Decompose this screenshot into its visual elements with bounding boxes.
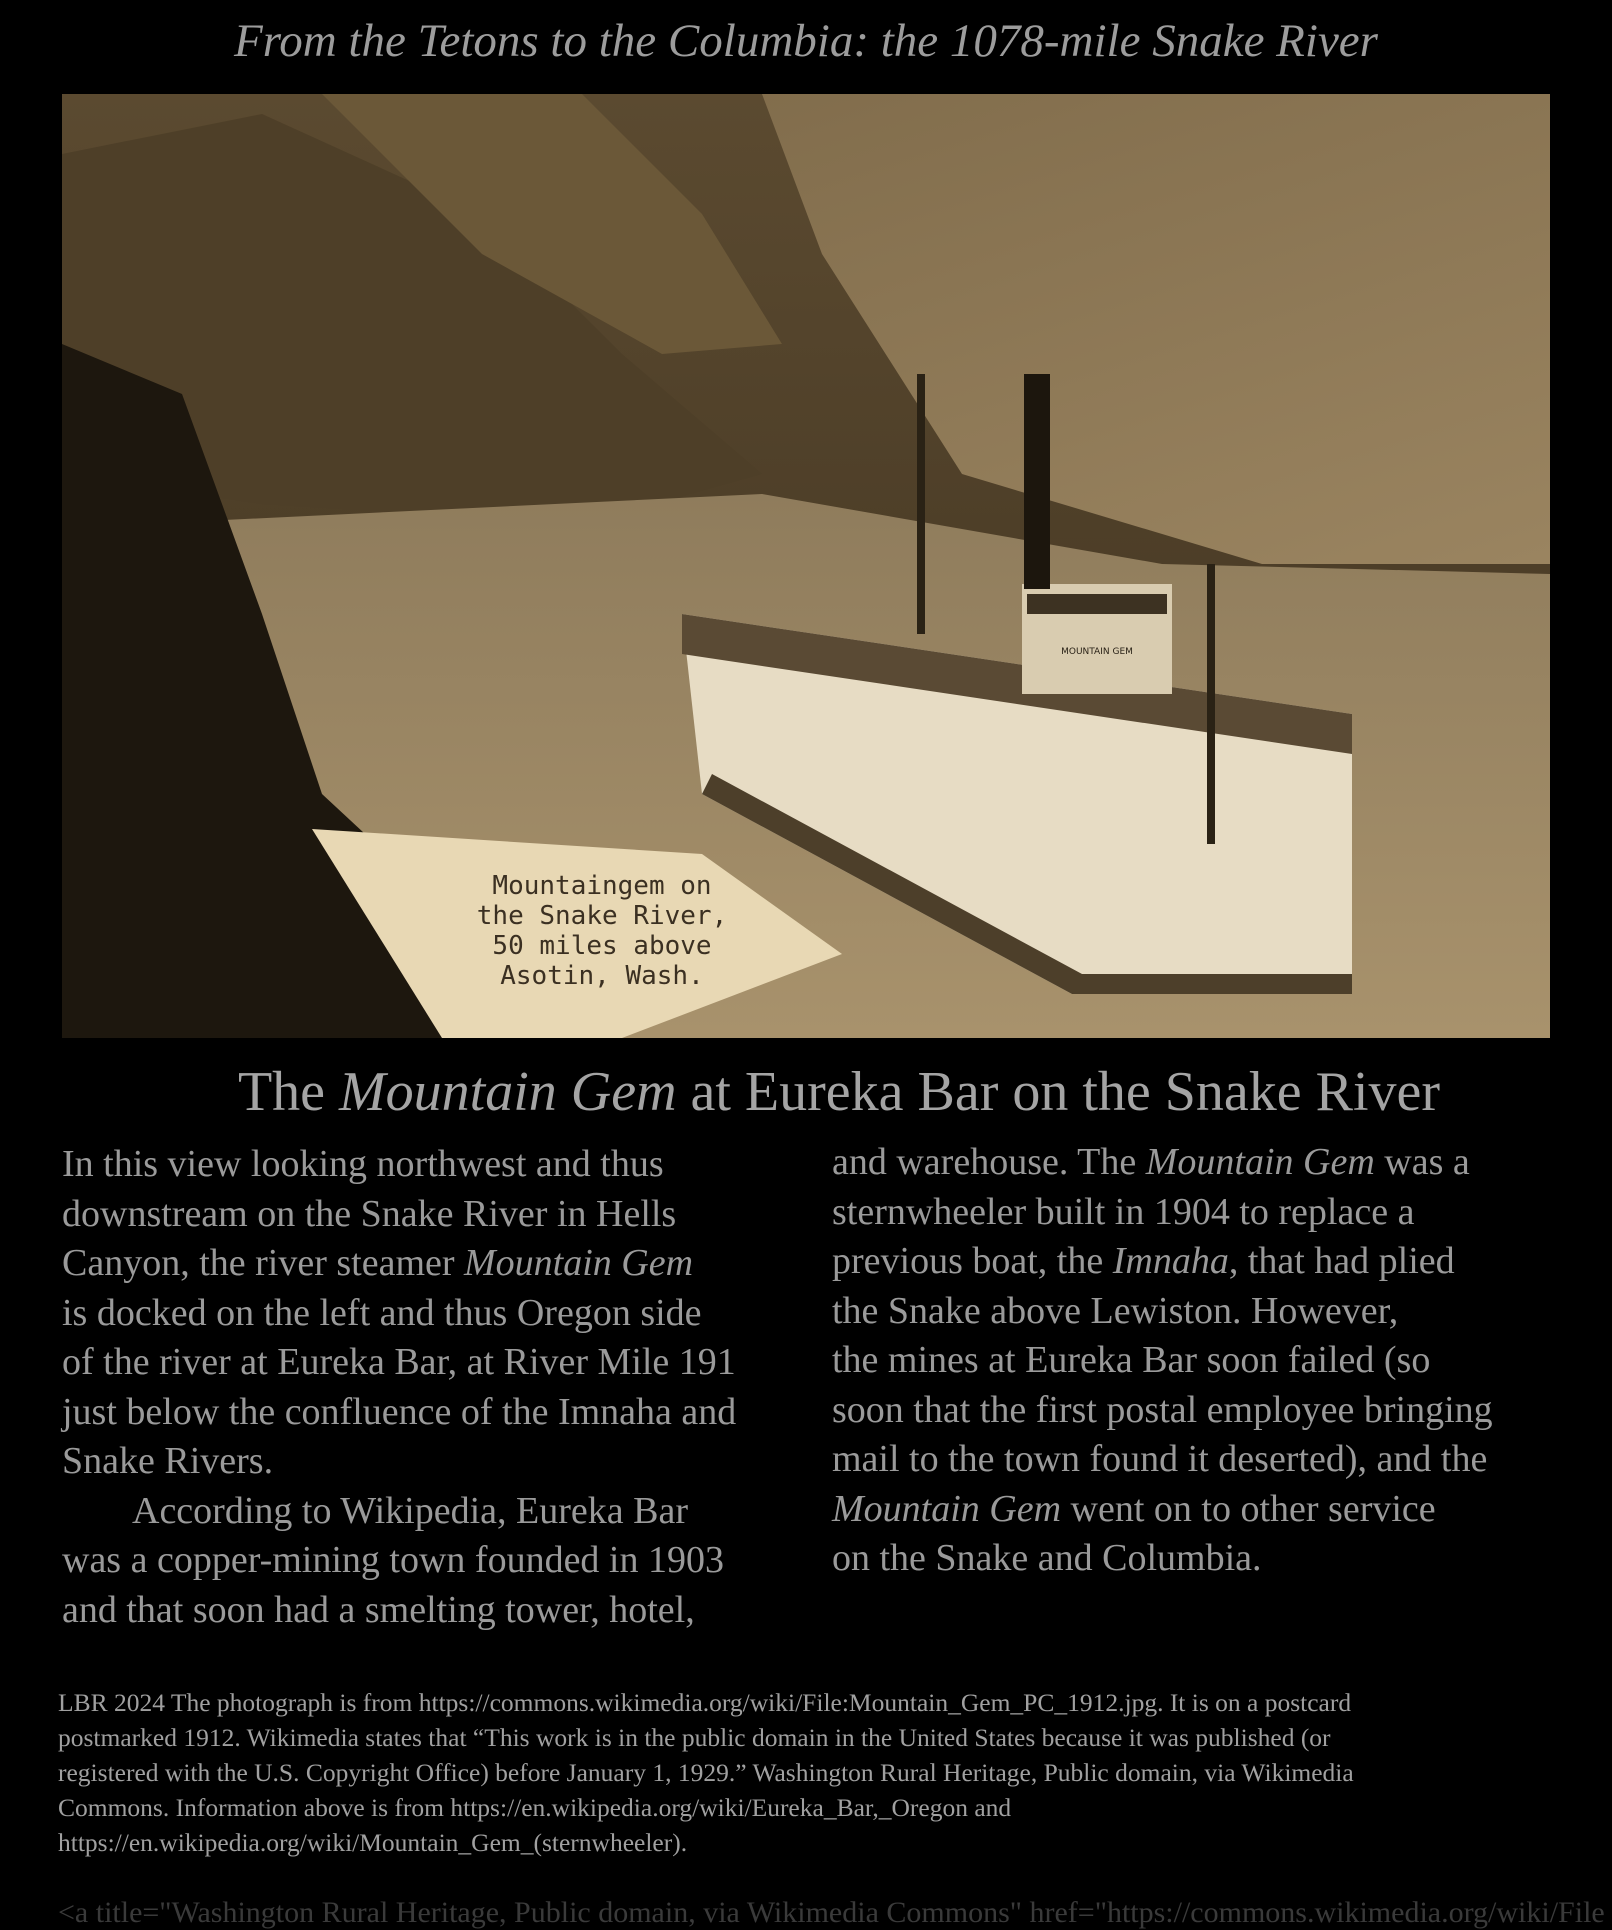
caption-prefix: The (237, 1061, 339, 1123)
text-line: Snake Rivers. (62, 1440, 274, 1482)
page-header-title: From the Tetons to the Columbia: the 1078-mile Snake River (234, 15, 1378, 67)
postcard-caption-line: the Snake River, (476, 901, 728, 931)
text-italic: Mountain Gem (1145, 1141, 1375, 1183)
text-italic: Mountain Gem (832, 1487, 1062, 1530)
text-line: sternwheeler built in 1904 to replace a (832, 1190, 1415, 1233)
text-line: According to Wikipedia, Eureka Bar (132, 1489, 688, 1532)
text-line: soon that the first postal employee bringing (832, 1388, 1493, 1431)
text-span: , that had plied (1228, 1240, 1455, 1282)
text-italic: Imnaha (1112, 1240, 1229, 1282)
footer-line: LBR 2024 The photograph is from https://commons.wikimedia.org/wiki/File:Mountain_Gem_PC_1912.jpg. It is on a postcard (58, 1688, 1352, 1717)
text-span: previous boat, the (832, 1240, 1113, 1282)
text-line: on the Snake and Columbia. (832, 1537, 1262, 1579)
caption-suffix: at Eureka Bar on the Snake River (676, 1061, 1441, 1123)
text-span: and warehouse. The (832, 1141, 1146, 1183)
text-line: is docked on the left and thus Oregon side (62, 1291, 702, 1334)
text-line: In this view looking northwest and thus (62, 1143, 664, 1185)
text-line (832, 1138, 1572, 1188)
right-column-text (832, 1138, 1572, 1584)
text-span: went on to other service (1061, 1487, 1436, 1530)
text-line: the mines at Eureka Bar soon failed (so (832, 1339, 1431, 1381)
text-line: downstream on the Snake River in Hells (62, 1192, 677, 1235)
photo-caption (0, 1060, 1612, 1124)
text-italic: Mountain Gem (464, 1242, 694, 1284)
text-span: was a (1374, 1141, 1470, 1183)
caption-boat-name: Mountain Gem (339, 1061, 677, 1123)
text-line: was a copper-mining town founded in 1903 (62, 1539, 724, 1581)
text-line (62, 1239, 802, 1289)
cutoff-code-text: <a title="Washington Rural Heritage, Public domain, via Wikimedia Commons" href="https://commons.wikimedia.org/wiki/File (58, 1896, 1605, 1929)
postcard-caption-line: Asotin, Wash. (500, 961, 704, 991)
footer-credits (58, 1685, 1578, 1860)
postcard-photo (62, 94, 1550, 1038)
text-line: mail to the town found it deserted), and the (832, 1438, 1488, 1480)
postcard-caption-line: 50 miles above (492, 931, 712, 961)
text-line: of the river at Eureka Bar, at River Mile 191 (62, 1341, 736, 1383)
footer-line: Commons. Information above is from https://en.wikipedia.org/wiki/Eureka_Bar,_Oregon and (58, 1793, 1012, 1822)
text-line (832, 1485, 1572, 1535)
text-line (832, 1237, 1572, 1287)
footer-line: postmarked 1912. Wikimedia states that “This work is in the public domain in the United States because it was published (or (58, 1723, 1331, 1752)
footer-line: https://en.wikipedia.org/wiki/Mountain_Gem_(sternwheeler). (58, 1828, 688, 1857)
footer-line: registered with the U.S. Copyright Office) before January 1, 1929.” Washington Rural Heritage, Public domain, via Wikimedia (58, 1758, 1354, 1787)
postcard-caption-line: Mountaingem on (492, 871, 712, 901)
text-line: and that soon had a smelting tower, hotel, (62, 1588, 695, 1631)
left-column-text (62, 1140, 802, 1635)
text-line: the Snake above Lewiston. However, (832, 1289, 1399, 1332)
text-line: just below the confluence of the Imnaha and (62, 1390, 737, 1433)
boat-sign: MOUNTAIN GEM (1061, 647, 1133, 657)
text-span: Canyon, the river steamer (62, 1242, 465, 1284)
